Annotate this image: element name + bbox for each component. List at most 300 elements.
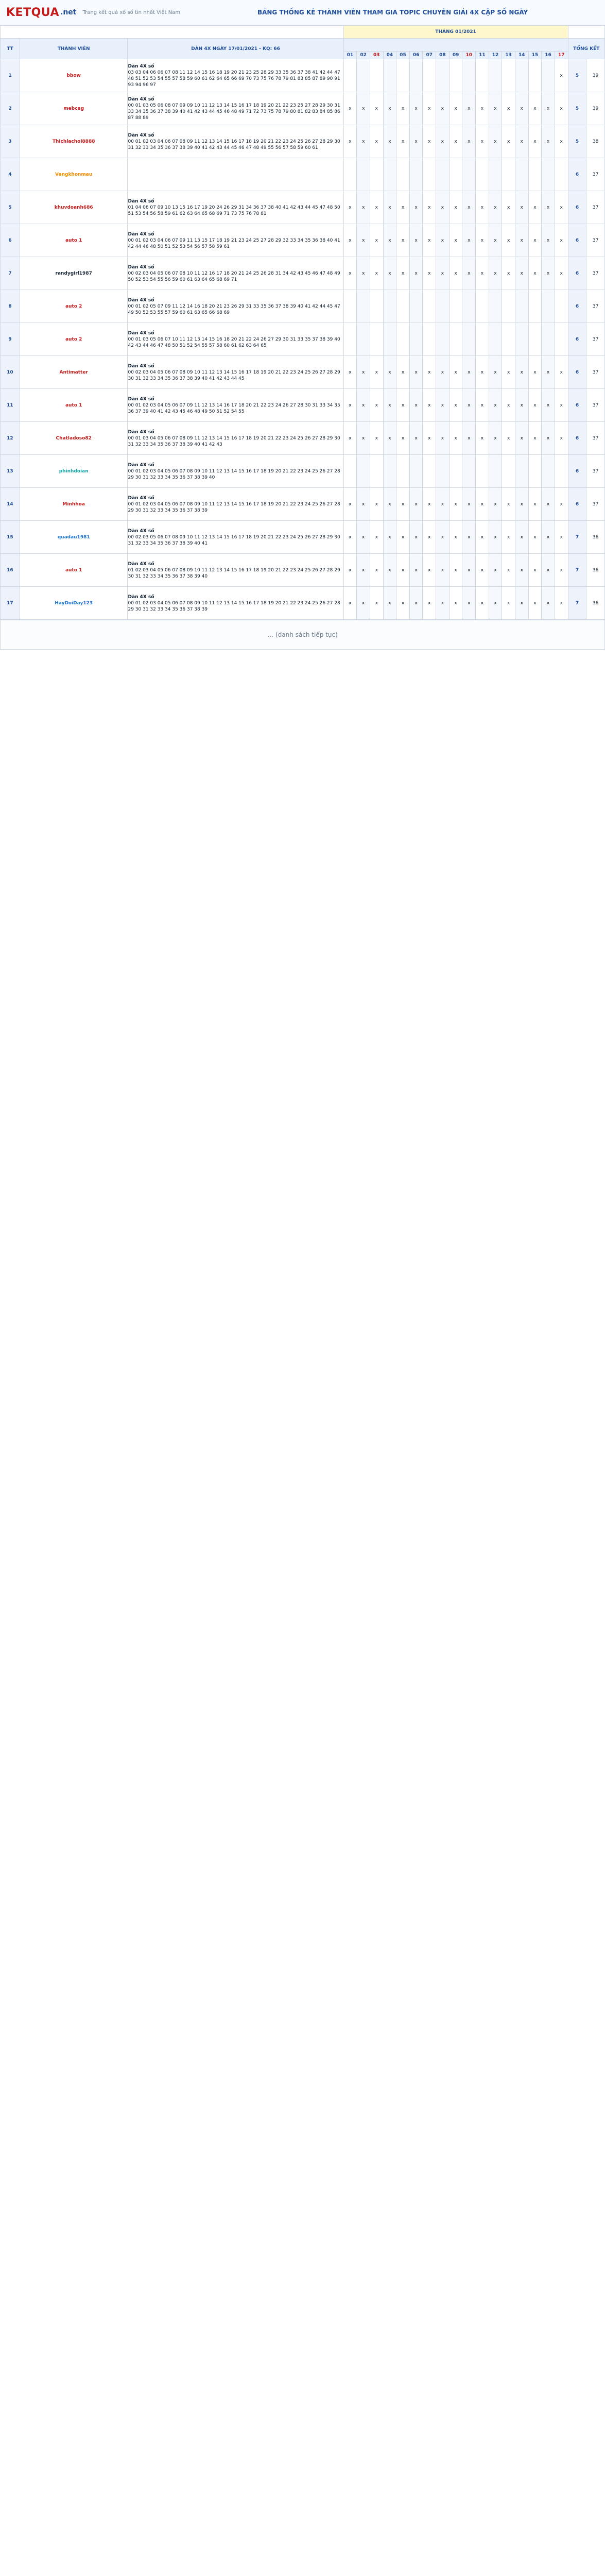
day-cell: x [357,422,370,455]
day-cell: x [489,554,502,587]
day-cell [528,59,542,92]
day-cell [396,290,410,323]
day-cell: x [357,488,370,521]
member-name[interactable]: Minhhoa [20,488,128,521]
day-cell [343,158,357,191]
total-count: 6 [568,356,586,389]
header-day-08: 08 [436,52,450,59]
day-cell: x [476,224,489,257]
day-cell: x [423,92,436,125]
day-cell [515,290,528,323]
day-cell [476,59,489,92]
day-cell: x [542,488,555,521]
number-set-values: 00 01 03 04 05 06 07 08 09 11 12 13 14 15 16 17 18 19 20 21 22 23 24 25 26 27 28 29 30 31 32 33 34 35 36 37 38 39 40 41 42 43 [128,435,340,447]
table-row [1,191,605,224]
day-cell: x [357,587,370,620]
day-cell: x [409,92,423,125]
day-cell [489,59,502,92]
day-cell [489,455,502,488]
total-count: 6 [568,323,586,356]
day-cell: x [515,191,528,224]
day-cell: x [462,389,476,422]
day-cell: x [462,356,476,389]
day-cell [409,59,423,92]
day-cell: x [409,389,423,422]
number-set-values: 00 02 03 04 05 06 07 08 10 11 12 16 17 18 20 21 24 25 26 28 31 34 42 43 45 46 47 48 49 50 52 53 54 55 56 59 60 61 63 64 65 68 69 71 [128,270,340,282]
number-set-label: Dàn 4X số [128,561,154,567]
day-cell: x [555,125,568,158]
member-name[interactable]: Antimatter [20,356,128,389]
day-cell: x [436,488,450,521]
member-name[interactable]: phinhdoian [20,455,128,488]
number-set-values: 00 01 02 03 04 05 06 07 08 09 10 11 12 13 14 15 16 17 18 19 20 21 22 23 24 25 26 27 28 29 30 31 32 33 34 35 36 37 38 39 40 [128,468,340,480]
day-cell: x [449,488,462,521]
day-cell: x [476,422,489,455]
total-score: 37 [586,422,605,455]
day-cell: x [502,554,515,587]
number-set [128,554,343,587]
member-name[interactable]: auto 1 [20,554,128,587]
day-cell: x [555,389,568,422]
day-cell [515,158,528,191]
member-name[interactable]: bbow [20,59,128,92]
header-day-05: 05 [396,52,410,59]
number-set [128,257,343,290]
table-row [1,125,605,158]
number-set [128,158,343,191]
day-cell: x [476,554,489,587]
day-cell: x [383,92,396,125]
day-cell [449,158,462,191]
day-cell: x [528,521,542,554]
number-set-label: Dàn 4X số [128,396,154,402]
day-cell: x [436,125,450,158]
number-set [128,389,343,422]
day-cell: x [542,587,555,620]
table-row [1,587,605,620]
day-cell [396,158,410,191]
total-count: 7 [568,554,586,587]
day-cell: x [409,257,423,290]
day-cell: x [502,191,515,224]
day-cell [502,59,515,92]
day-cell: x [515,389,528,422]
day-cell: x [383,422,396,455]
day-cell: x [476,356,489,389]
day-cell: x [489,191,502,224]
day-cell: x [476,488,489,521]
day-cell: x [370,521,383,554]
day-cell [383,290,396,323]
day-cell: x [489,125,502,158]
row-index: 15 [1,521,20,554]
day-cell: x [489,521,502,554]
day-cell: x [542,356,555,389]
day-cell: x [476,125,489,158]
day-cell: x [476,257,489,290]
member-name[interactable]: Vangkhonmau [20,158,128,191]
day-cell [396,323,410,356]
day-cell: x [542,389,555,422]
day-cell: x [555,356,568,389]
day-cell: x [396,92,410,125]
day-cell [436,158,450,191]
day-cell: x [542,257,555,290]
day-cell [383,323,396,356]
day-cell [436,290,450,323]
header-day-02: 02 [357,52,370,59]
day-cell: x [357,224,370,257]
day-cell: x [462,125,476,158]
day-cell: x [449,587,462,620]
number-set-label: Dàn 4X số [128,462,154,468]
total-score: 38 [586,125,605,158]
day-cell [383,158,396,191]
day-cell: x [476,587,489,620]
day-cell [343,290,357,323]
day-cell: x [462,422,476,455]
day-cell: x [383,587,396,620]
total-count: 6 [568,224,586,257]
number-set-label: Dàn 4X số [128,330,154,336]
day-cell [489,158,502,191]
day-cell: x [436,389,450,422]
number-set [128,59,343,92]
member-name[interactable]: HayDoiDay123 [20,587,128,620]
top-bar [0,0,605,25]
day-cell: x [528,587,542,620]
day-cell: x [423,224,436,257]
day-cell: x [449,257,462,290]
day-cell: x [436,356,450,389]
day-cell: x [383,389,396,422]
day-cell [462,59,476,92]
day-cell [409,455,423,488]
number-set [128,488,343,521]
total-score: 37 [586,356,605,389]
day-cell: x [436,224,450,257]
day-cell: x [436,92,450,125]
day-cell: x [343,356,357,389]
day-cell: x [555,422,568,455]
day-cell: x [370,422,383,455]
day-cell: x [436,521,450,554]
header-day-09: 09 [449,52,462,59]
day-cell [370,59,383,92]
day-cell: x [555,257,568,290]
header-day-17: 17 [555,52,568,59]
day-cell: x [449,521,462,554]
day-cell [357,455,370,488]
day-cell: x [423,488,436,521]
day-cell: x [383,191,396,224]
row-index: 1 [1,59,20,92]
day-cell [357,290,370,323]
day-cell: x [409,191,423,224]
header-total: TỔNG KẾT [568,39,604,59]
day-cell: x [423,191,436,224]
total-count: 6 [568,389,586,422]
total-count: 6 [568,422,586,455]
day-cell: x [542,224,555,257]
day-cell: x [555,521,568,554]
number-set [128,92,343,125]
number-set-values: 00 01 02 03 04 05 06 07 09 11 12 13 14 16 17 18 20 21 22 23 24 26 27 28 30 31 33 34 35 36 37 39 40 41 42 43 45 46 48 49 50 51 52 54 55 [128,402,340,414]
number-set-label: Dàn 4X số [128,96,154,102]
total-score: 37 [586,389,605,422]
total-count: 6 [568,191,586,224]
total-score: 37 [586,257,605,290]
day-cell: x [476,191,489,224]
day-cell: x [423,257,436,290]
site-logo[interactable] [6,6,76,19]
day-cell [357,323,370,356]
day-cell: x [542,125,555,158]
day-cell: x [489,257,502,290]
day-cell: x [449,554,462,587]
day-cell: x [343,521,357,554]
day-cell: x [357,356,370,389]
day-cell: x [528,257,542,290]
day-cell: x [528,191,542,224]
day-cell: x [396,257,410,290]
table-row [1,257,605,290]
number-set-values: 00 01 02 03 04 05 06 07 08 09 10 11 12 13 14 15 16 17 18 19 20 21 22 23 24 25 26 27 28 29 30 31 32 33 34 35 36 37 38 39 [128,600,340,612]
member-name[interactable]: khuvdoanh686 [20,191,128,224]
day-cell [542,158,555,191]
day-cell [489,290,502,323]
row-index: 11 [1,389,20,422]
day-cell: x [555,191,568,224]
day-cell: x [542,521,555,554]
day-cell [542,290,555,323]
day-cell [542,59,555,92]
member-name[interactable]: mebcag [20,92,128,125]
number-set [128,125,343,158]
day-cell: x [476,389,489,422]
day-cell: x [528,92,542,125]
day-cell [555,323,568,356]
day-cell: x [449,422,462,455]
day-cell [476,290,489,323]
day-cell: x [436,587,450,620]
logo-slogan: Trang kết quả xổ số tin nhất Việt Nam [82,9,181,15]
number-set-values: 00 01 02 03 04 06 07 09 11 13 15 17 18 19 21 23 24 25 27 28 29 32 33 34 35 36 38 40 41 42 44 46 48 50 51 52 53 54 56 57 58 59 61 [128,238,340,249]
member-name[interactable]: auto 2 [20,290,128,323]
day-cell: x [357,191,370,224]
number-set-values: 00 01 02 03 04 05 06 07 08 09 10 11 12 13 14 15 16 17 18 19 20 21 22 23 24 25 26 27 28 29 30 31 32 33 34 35 36 37 38 39 [128,501,340,513]
day-cell: x [343,125,357,158]
total-score: 36 [586,554,605,587]
logo-tld: .net [60,8,77,16]
day-cell: x [357,389,370,422]
day-cell: x [396,191,410,224]
stats-table [0,25,605,620]
row-index: 8 [1,290,20,323]
number-set [128,455,343,488]
day-cell: x [528,554,542,587]
number-set-values: 00 01 02 05 07 09 11 12 14 16 18 20 21 23 26 29 31 33 35 36 37 38 39 40 41 42 44 45 47 49 50 52 53 55 57 59 60 61 63 65 66 68 69 [128,303,340,315]
day-cell [462,455,476,488]
day-cell: x [409,422,423,455]
header-day-16: 16 [542,52,555,59]
row-index: 2 [1,92,20,125]
total-score: 37 [586,191,605,224]
number-set-label: Dàn 4X số [128,297,154,303]
table-row [1,323,605,356]
day-cell [409,323,423,356]
day-cell [528,323,542,356]
day-cell [436,59,450,92]
day-cell: x [409,356,423,389]
day-cell: x [528,125,542,158]
table-row [1,488,605,521]
day-cell [383,455,396,488]
logo-main: KETQUA [6,6,59,19]
member-name[interactable]: Chatladoso82 [20,422,128,455]
day-cell: x [383,257,396,290]
day-cell: x [489,389,502,422]
day-cell: x [436,191,450,224]
day-cell: x [528,389,542,422]
total-score: 39 [586,59,605,92]
day-cell: x [502,389,515,422]
day-cell: x [542,92,555,125]
number-set-label: Dàn 4X số [128,231,154,237]
table-row [1,422,605,455]
total-score: 37 [586,323,605,356]
day-cell: x [449,224,462,257]
member-name[interactable]: Thichlachoi8888 [20,125,128,158]
day-cell: x [462,224,476,257]
day-cell: x [489,488,502,521]
number-set-label: Dàn 4X số [128,594,154,600]
day-cell: x [343,224,357,257]
day-cell: x [462,257,476,290]
header-day-04: 04 [383,52,396,59]
day-cell [449,323,462,356]
header-day-15: 15 [528,52,542,59]
table-row [1,356,605,389]
row-index: 9 [1,323,20,356]
day-cell: x [555,554,568,587]
day-cell [515,323,528,356]
total-count: 6 [568,290,586,323]
row-index: 12 [1,422,20,455]
day-cell [449,59,462,92]
day-cell: x [502,92,515,125]
day-cell: x [423,521,436,554]
day-cell: x [476,92,489,125]
day-cell: x [370,257,383,290]
day-cell [357,158,370,191]
row-index: 17 [1,587,20,620]
day-cell: x [396,389,410,422]
day-cell: x [462,92,476,125]
day-cell: x [436,422,450,455]
day-cell: x [370,389,383,422]
day-cell [502,158,515,191]
day-cell: x [528,422,542,455]
header-day-06: 06 [409,52,423,59]
header-day-12: 12 [489,52,502,59]
row-index: 4 [1,158,20,191]
day-cell: x [357,92,370,125]
number-set [128,356,343,389]
day-cell: x [476,521,489,554]
day-cell: x [502,422,515,455]
header-member: THÀNH VIÊN [20,39,128,59]
day-cell: x [370,125,383,158]
row-index: 5 [1,191,20,224]
day-cell: x [409,587,423,620]
day-cell: x [515,92,528,125]
table-row [1,455,605,488]
member-name[interactable]: auto 1 [20,224,128,257]
day-cell [462,290,476,323]
day-cell: x [383,356,396,389]
day-cell [383,59,396,92]
number-set-values: 03 03 04 06 06 07 08 11 12 14 15 16 18 19 20 21 23 25 28 29 33 35 36 37 38 41 42 44 47 48 51 52 53 54 55 57 58 59 60 61 62 64 65 66 69 70 73 75 76 78 79 81 83 85 87 89 90 91 93 94 96 97 [128,70,340,88]
day-cell: x [409,521,423,554]
header-day-01: 01 [343,52,357,59]
day-cell: x [502,521,515,554]
day-cell: x [555,488,568,521]
day-cell: x [515,521,528,554]
day-cell [370,455,383,488]
day-cell: x [396,521,410,554]
day-cell: x [423,554,436,587]
header-day-03: 03 [370,52,383,59]
number-set-label: Dàn 4X số [128,363,154,369]
day-cell [515,455,528,488]
day-cell: x [515,488,528,521]
number-set-label: Dàn 4X số [128,264,154,270]
day-cell [409,290,423,323]
day-cell: x [515,554,528,587]
total-count: 6 [568,488,586,521]
day-cell: x [542,422,555,455]
day-cell: x [462,521,476,554]
member-name[interactable]: randygirl1987 [20,257,128,290]
day-cell [476,455,489,488]
header-days [343,39,568,52]
number-set-values: 00 01 03 05 06 07 10 11 12 13 14 15 16 18 20 21 22 24 26 27 29 30 31 33 35 37 38 39 40 42 43 44 46 47 48 50 51 52 54 55 57 58 60 61 62 63 64 65 [128,336,340,348]
number-set-label: Dàn 4X số [128,528,154,534]
day-cell: x [489,224,502,257]
day-cell: x [423,389,436,422]
number-set-label: Dàn 4X số [128,63,154,69]
table-row [1,158,605,191]
day-cell: x [357,125,370,158]
day-cell: x [396,554,410,587]
day-cell [370,323,383,356]
row-index: 10 [1,356,20,389]
day-cell: x [383,554,396,587]
day-cell: x [542,554,555,587]
day-cell: x [370,554,383,587]
member-name[interactable]: quadau1981 [20,521,128,554]
member-name[interactable]: auto 1 [20,389,128,422]
member-name[interactable]: auto 2 [20,323,128,356]
day-cell: x [462,587,476,620]
day-cell: x [489,422,502,455]
day-cell: x [449,191,462,224]
number-set [128,191,343,224]
day-cell [542,323,555,356]
day-cell [502,323,515,356]
row-index: 6 [1,224,20,257]
